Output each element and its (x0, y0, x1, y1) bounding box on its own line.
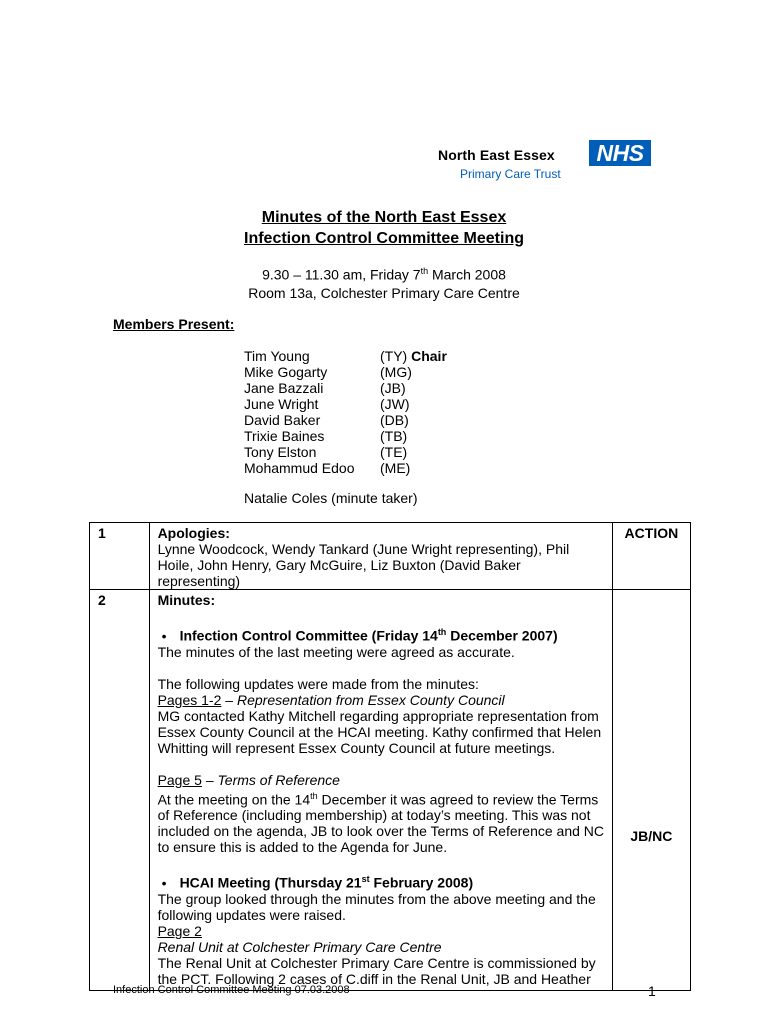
member-role: Chair (411, 348, 447, 364)
member-name: Mohammud Edoo (244, 460, 355, 476)
logo-nhs-badge: NHS (589, 140, 651, 166)
item-number: 2 (90, 590, 150, 991)
member-name: Tony Elston (244, 444, 317, 460)
member-name: Mike Gogarty (244, 364, 328, 380)
agenda-table (89, 522, 691, 991)
apologies-text: Lynne Woodcock, Wendy Tankard (June Wright representing), Phil Hoile, John Henry, Gary McGuire, Liz Buxton (David Baker representing) (157, 541, 570, 589)
section-title: Renal Unit at Colchester Primary Care Centre (157, 938, 442, 955)
action-header: ACTION (612, 523, 690, 590)
logo-org-name: North East Essex (438, 147, 555, 163)
meeting-location: Room 13a, Colchester Primary Care Centre (248, 285, 520, 301)
section-ref: Page 5 – Terms of Reference (157, 771, 340, 788)
bullet-heading: • Infection Control Committee (Friday 14th December 2007) (158, 624, 606, 644)
footer-text: Infection Control Committee Meeting 07.03.2008 (113, 984, 350, 996)
doc-title-line2: Infection Control Committee Meeting (244, 230, 524, 247)
section-ref: Pages 1-2 – Representation from Essex County Council (157, 691, 505, 708)
paragraph: The following updates were made from the minutes: (157, 675, 479, 692)
agenda-row (90, 523, 691, 590)
logo-subtitle: Primary Care Trust (460, 167, 561, 181)
bullet-heading: • HCAI Meeting (Thursday 21st February 2008) (158, 871, 606, 891)
member-initials: (ME) (380, 460, 411, 476)
member-initials: (TB) (380, 428, 408, 444)
nhs-logo (438, 138, 652, 184)
member-name: Trixie Baines (244, 428, 325, 444)
action-owner: JB/NC (630, 828, 673, 844)
member-name: David Baker (244, 412, 321, 428)
members-heading: Members Present: (113, 316, 235, 332)
item-body (149, 523, 612, 590)
doc-title-line1: Minutes of the North East Essex (261, 209, 507, 226)
paragraph: The minutes of the last meeting were agreed as accurate. (157, 643, 515, 660)
meeting-time: 9.30 – 11.30 am, Friday 7th March 2008 (262, 266, 506, 283)
item-number: 1 (90, 523, 150, 590)
member-initials: (DB) (380, 412, 409, 428)
paragraph: The Renal Unit at Colchester Primary Care Centre is commissioned by the PCT. Following 2 cases of C.diff in the Renal Unit, JB and Heather (157, 954, 596, 987)
paragraph: At the meeting on the 14th December it was agreed to review the Terms of Reference (including membership) at today’s meeting. This was not included on the agenda, JB to look over the Terms of Reference and NC to ensure this is added to the Agenda for June. (157, 790, 605, 856)
action-cell (612, 590, 690, 991)
page-number: 1 (648, 983, 656, 999)
section-ref: Page 2 (157, 922, 202, 939)
member-name: June Wright (244, 396, 319, 412)
item-body (149, 590, 612, 991)
member-name: Jane Bazzali (244, 380, 324, 396)
item-heading: Minutes: (157, 592, 216, 608)
member-initials: (MG) (380, 364, 412, 380)
member-initials: (TE) (380, 444, 408, 460)
member-name: Tim Young (244, 348, 310, 364)
paragraph: The group looked through the minutes from the above meeting and the following updates were raised. (157, 890, 596, 923)
item-heading: Apologies: (157, 525, 230, 541)
minute-taker: Natalie Coles (minute taker) (244, 490, 418, 506)
member-initials: (TY) Chair (380, 348, 447, 364)
paragraph: MG contacted Kathy Mitchell regarding appropriate representation from Essex County Council at the HCAI meeting. Kathy confirmed that Helen Whitting will represent Essex County Council at future meetings. (157, 707, 602, 756)
member-initials: (JB) (380, 380, 406, 396)
member-initials: (JW) (380, 396, 410, 412)
agenda-row (90, 590, 691, 991)
